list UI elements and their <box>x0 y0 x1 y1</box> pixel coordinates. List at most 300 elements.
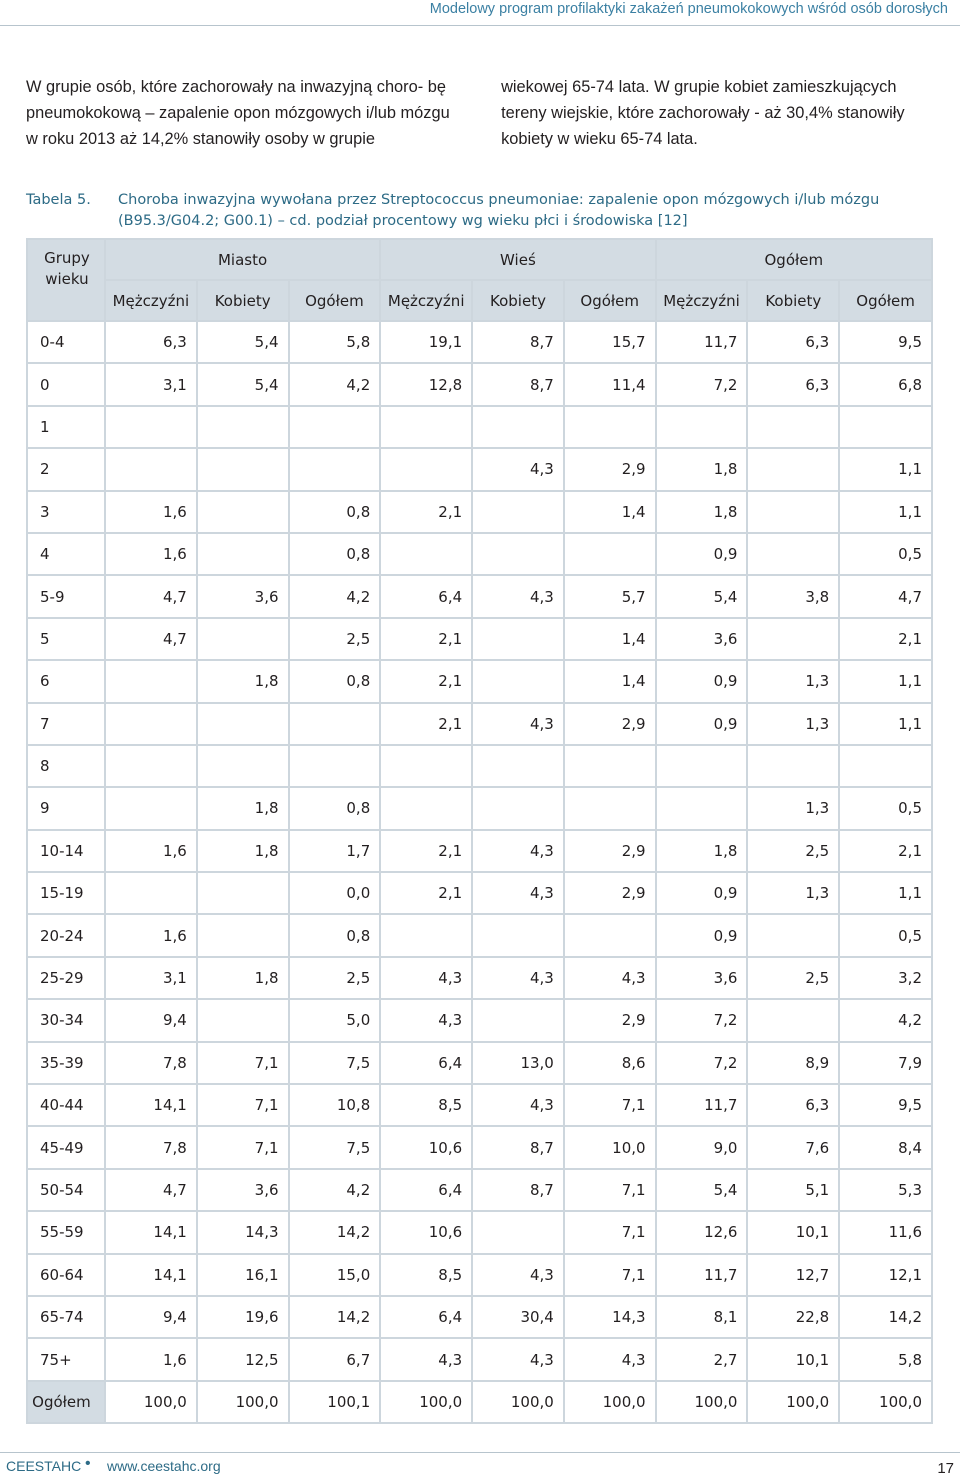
table-row <box>27 363 932 405</box>
table-cell: 12,7 <box>747 1254 839 1296</box>
row-label-cell: 50-54 <box>27 1169 105 1211</box>
table-cell: 7,2 <box>656 363 748 405</box>
table-cell <box>289 745 381 787</box>
table-group-header-row <box>27 239 932 280</box>
row-label-cell: 7 <box>27 703 105 745</box>
table-cell: 0,9 <box>656 660 748 702</box>
table-body <box>27 321 932 1423</box>
table-cell: 1,4 <box>564 618 656 660</box>
table-cell: 1,7 <box>289 830 381 872</box>
corner-header: Grupy wieku <box>27 239 105 321</box>
table-cell: 6,3 <box>105 321 197 363</box>
table-cell: 4,3 <box>472 1338 564 1380</box>
table-cell: 7,1 <box>564 1084 656 1126</box>
table-cell: 3,6 <box>197 575 289 617</box>
table-cell: 2,7 <box>656 1338 748 1380</box>
column-header: Kobiety <box>197 280 289 321</box>
table-cell: 4,2 <box>839 999 932 1041</box>
table-cell: 1,4 <box>564 660 656 702</box>
column-header: Mężczyźni <box>105 280 197 321</box>
table-cell: 1,3 <box>747 703 839 745</box>
table-cell: 1,1 <box>839 872 932 914</box>
table-cell: 5,8 <box>839 1338 932 1380</box>
table-cell: 0,9 <box>656 533 748 575</box>
table-cell: 4,3 <box>472 1254 564 1296</box>
table-row <box>27 999 932 1041</box>
table-cell: 0,9 <box>656 703 748 745</box>
table-cell: 5,7 <box>564 575 656 617</box>
table-cell: 6,4 <box>380 575 472 617</box>
table-cell: 5,3 <box>839 1169 932 1211</box>
table-cell: 2,9 <box>564 703 656 745</box>
table-cell <box>197 448 289 490</box>
table-cell: 0,8 <box>289 491 381 533</box>
table-cell: 7,5 <box>289 1042 381 1084</box>
table-cell: 5,4 <box>656 575 748 617</box>
column-header: Mężczyźni <box>656 280 748 321</box>
table-cell: 1,1 <box>839 448 932 490</box>
table-cell: 4,7 <box>105 575 197 617</box>
table-cell <box>747 491 839 533</box>
table-cell: 4,7 <box>839 575 932 617</box>
table-cell: 1,8 <box>197 660 289 702</box>
row-label-cell: 8 <box>27 745 105 787</box>
table-cell <box>380 406 472 448</box>
table-cell: 4,2 <box>289 1169 381 1211</box>
table-row <box>27 1126 932 1168</box>
table-cell: 10,1 <box>747 1338 839 1380</box>
intro-column-right: wiekowej 65-74 lata. W grupie kobiet zamieszkujących tereny wiejskie, które zachorowały - aż 30,4% stanowiły kobiety w wieku 65-74 lata. <box>501 78 905 148</box>
row-label-cell: 40-44 <box>27 1084 105 1126</box>
table-cell: 10,1 <box>747 1211 839 1253</box>
table-cell <box>747 406 839 448</box>
row-label-cell: 20-24 <box>27 914 105 956</box>
table-cell: 8,7 <box>472 321 564 363</box>
row-label-cell: 9 <box>27 787 105 829</box>
table-caption-text: Choroba inwazyjna wywołana przez Streptococcus pneumoniae: zapalenie opon mózgowych i/lub mózgu (B95.3/G04.2; G00.1) – cd. podział procentowy wg wieku płci i środowiska [12] <box>118 192 880 229</box>
table-cell: 19,6 <box>197 1296 289 1338</box>
intro-paragraph <box>26 74 936 152</box>
table-cell: 10,0 <box>564 1126 656 1168</box>
table-cell <box>197 872 289 914</box>
table-cell <box>747 533 839 575</box>
table-cell <box>197 703 289 745</box>
table-cell: 15,7 <box>564 321 656 363</box>
table-cell <box>197 406 289 448</box>
table-cell: 7,6 <box>747 1126 839 1168</box>
table-cell: 100,0 <box>747 1381 839 1423</box>
table-cell: 2,1 <box>380 618 472 660</box>
table-cell <box>105 745 197 787</box>
row-label-cell: 55-59 <box>27 1211 105 1253</box>
table-cell: 100,0 <box>105 1381 197 1423</box>
table-cell: 15,0 <box>289 1254 381 1296</box>
column-header: Mężczyźni <box>380 280 472 321</box>
group-header: Wieś <box>380 239 655 280</box>
table-cell: 0,8 <box>289 533 381 575</box>
table-cell: 6,4 <box>380 1169 472 1211</box>
table-row <box>27 1084 932 1126</box>
table-cell: 30,4 <box>472 1296 564 1338</box>
table-row <box>27 957 932 999</box>
table-cell: 4,3 <box>472 575 564 617</box>
table-cell: 1,8 <box>197 787 289 829</box>
table-cell: 1,1 <box>839 491 932 533</box>
footer-url-link[interactable]: www.ceestahc.org <box>107 1458 221 1474</box>
table-cell: 100,0 <box>197 1381 289 1423</box>
table-cell: 1,8 <box>197 957 289 999</box>
row-label-cell: 0-4 <box>27 321 105 363</box>
row-label-cell: 5 <box>27 618 105 660</box>
table-cell: 100,0 <box>656 1381 748 1423</box>
table-cell <box>747 448 839 490</box>
row-label-cell: 2 <box>27 448 105 490</box>
row-label-cell: 10-14 <box>27 830 105 872</box>
table-cell: 0,9 <box>656 872 748 914</box>
table-cell: 2,9 <box>564 999 656 1041</box>
table-cell: 4,2 <box>289 575 381 617</box>
table-cell: 7,5 <box>289 1126 381 1168</box>
table-cell: 9,4 <box>105 1296 197 1338</box>
row-label-cell: 30-34 <box>27 999 105 1041</box>
table-cell: 7,8 <box>105 1042 197 1084</box>
table-cell: 3,1 <box>105 957 197 999</box>
table-cell: 5,4 <box>197 321 289 363</box>
table-cell: 16,1 <box>197 1254 289 1296</box>
table-cell <box>472 491 564 533</box>
table-cell: 3,6 <box>197 1169 289 1211</box>
table-cell <box>105 703 197 745</box>
table-cell: 0,5 <box>839 914 932 956</box>
table-cell: 11,7 <box>656 321 748 363</box>
table-row <box>27 914 932 956</box>
table-cell: 0,9 <box>656 914 748 956</box>
table-cell: 4,3 <box>472 703 564 745</box>
row-label-cell: 45-49 <box>27 1126 105 1168</box>
table-cell: 4,3 <box>564 957 656 999</box>
table-cell: 7,1 <box>564 1254 656 1296</box>
row-label-cell: 75+ <box>27 1338 105 1380</box>
table-cell: 5,4 <box>656 1169 748 1211</box>
table-cell <box>564 745 656 787</box>
table-cell: 14,1 <box>105 1254 197 1296</box>
table-cell: 0,5 <box>839 787 932 829</box>
table-cell <box>472 745 564 787</box>
table-cell <box>564 787 656 829</box>
table-cell: 7,1 <box>197 1126 289 1168</box>
table-cell: 14,1 <box>105 1084 197 1126</box>
table-cell: 12,5 <box>197 1338 289 1380</box>
page-footer <box>0 1452 960 1479</box>
table-row <box>27 618 932 660</box>
table-caption <box>26 190 936 232</box>
table-cell: 4,2 <box>289 363 381 405</box>
table-cell: 4,3 <box>380 999 472 1041</box>
table-cell: 1,6 <box>105 830 197 872</box>
table-cell <box>105 448 197 490</box>
row-label-cell: 60-64 <box>27 1254 105 1296</box>
table-row <box>27 1254 932 1296</box>
table-cell: 1,3 <box>747 660 839 702</box>
table-cell: 19,1 <box>380 321 472 363</box>
group-header: Ogółem <box>656 239 932 280</box>
row-label-cell: 0 <box>27 363 105 405</box>
footer-brand: CEESTAHC <box>6 1458 82 1474</box>
table-cell: 1,8 <box>197 830 289 872</box>
table-cell: 2,5 <box>289 957 381 999</box>
table-cell: 7,2 <box>656 1042 748 1084</box>
table-cell: 4,3 <box>564 1338 656 1380</box>
table-cell: 2,1 <box>380 491 472 533</box>
table-cell: 100,0 <box>472 1381 564 1423</box>
table-cell <box>747 745 839 787</box>
row-label-cell: 5-9 <box>27 575 105 617</box>
table-cell <box>747 914 839 956</box>
table-cell: 6,4 <box>380 1042 472 1084</box>
table-cell: 7,1 <box>564 1211 656 1253</box>
table-cell: 8,4 <box>839 1126 932 1168</box>
table-cell: 14,3 <box>564 1296 656 1338</box>
table-cell: 2,5 <box>747 957 839 999</box>
table-cell: 2,1 <box>380 660 472 702</box>
table-cell: 3,6 <box>656 957 748 999</box>
table-cell <box>289 703 381 745</box>
table-cell: 4,3 <box>472 448 564 490</box>
table-cell <box>197 745 289 787</box>
table-row <box>27 575 932 617</box>
table-cell <box>472 406 564 448</box>
table-cell: 4,3 <box>380 957 472 999</box>
running-title: Modelowy program profilaktyki zakażeń pneumokokowych wśród osób dorosłych <box>429 1 948 17</box>
table-cell: 14,2 <box>289 1211 381 1253</box>
table-row <box>27 1296 932 1338</box>
table-cell <box>564 533 656 575</box>
table-cell: 13,0 <box>472 1042 564 1084</box>
table-cell: 1,6 <box>105 1338 197 1380</box>
table-cell <box>289 448 381 490</box>
row-label-cell: 25-29 <box>27 957 105 999</box>
table-cell: 11,4 <box>564 363 656 405</box>
group-header: Miasto <box>105 239 380 280</box>
table-cell: 4,3 <box>472 1084 564 1126</box>
table-cell <box>747 618 839 660</box>
table-cell: 0,5 <box>839 533 932 575</box>
table-cell: 9,5 <box>839 1084 932 1126</box>
table-cell: 6,3 <box>747 321 839 363</box>
table-cell: 1,6 <box>105 914 197 956</box>
table-cell <box>105 660 197 702</box>
intro-column-left: W grupie osób, które zachorowały na inwazyjną choro- bę pneumokokową – zapalenie opon mózgowych i/lub mózgu w roku 2013 aż 14,2% stanowiły osoby w grupie <box>26 78 450 148</box>
row-label-cell: Ogółem <box>27 1381 105 1423</box>
table-cell: 14,3 <box>197 1211 289 1253</box>
table-cell: 14,1 <box>105 1211 197 1253</box>
table-cell: 5,8 <box>289 321 381 363</box>
table-cell <box>472 533 564 575</box>
table-row <box>27 1381 932 1423</box>
table-cell: 10,6 <box>380 1126 472 1168</box>
row-label-cell: 6 <box>27 660 105 702</box>
table-cell: 2,5 <box>289 618 381 660</box>
table-cell: 100,0 <box>564 1381 656 1423</box>
table-cell: 2,1 <box>380 872 472 914</box>
table-cell: 100,0 <box>380 1381 472 1423</box>
table-cell: 1,4 <box>564 491 656 533</box>
column-header: Kobiety <box>472 280 564 321</box>
table-cell: 12,8 <box>380 363 472 405</box>
table-cell: 6,7 <box>289 1338 381 1380</box>
table-caption-label: Tabela 5. <box>26 192 91 208</box>
row-label-cell: 1 <box>27 406 105 448</box>
table-cell: 1,6 <box>105 491 197 533</box>
table-cell: 4,3 <box>472 872 564 914</box>
table-cell <box>105 872 197 914</box>
table-cell <box>564 914 656 956</box>
table-cell <box>289 406 381 448</box>
table-cell: 2,1 <box>839 618 932 660</box>
page-number: 17 <box>937 1460 954 1477</box>
table-row <box>27 1169 932 1211</box>
table-row <box>27 491 932 533</box>
table-cell <box>197 491 289 533</box>
table-cell <box>197 533 289 575</box>
table-cell <box>380 448 472 490</box>
table-cell: 10,8 <box>289 1084 381 1126</box>
table-cell: 1,8 <box>656 448 748 490</box>
table-cell: 8,7 <box>472 363 564 405</box>
table-cell: 7,1 <box>197 1042 289 1084</box>
table-cell: 12,1 <box>839 1254 932 1296</box>
table-cell: 3,6 <box>656 618 748 660</box>
table-sub-header-row <box>27 280 932 321</box>
table-cell <box>380 745 472 787</box>
table-cell: 10,6 <box>380 1211 472 1253</box>
table-row <box>27 406 932 448</box>
table-cell: 2,9 <box>564 830 656 872</box>
table-row <box>27 787 932 829</box>
row-label-cell: 15-19 <box>27 872 105 914</box>
table-row <box>27 448 932 490</box>
table-cell <box>656 787 748 829</box>
table-cell: 4,7 <box>105 618 197 660</box>
table-cell: 8,7 <box>472 1126 564 1168</box>
table-cell: 1,8 <box>656 830 748 872</box>
table-cell: 11,6 <box>839 1211 932 1253</box>
table-cell <box>472 999 564 1041</box>
table-row <box>27 1338 932 1380</box>
table-cell <box>656 745 748 787</box>
table-cell: 7,8 <box>105 1126 197 1168</box>
table-cell: 8,5 <box>380 1084 472 1126</box>
table-row <box>27 660 932 702</box>
table-row <box>27 872 932 914</box>
table-cell: 7,9 <box>839 1042 932 1084</box>
row-label-cell: 3 <box>27 491 105 533</box>
table-cell: 7,1 <box>197 1084 289 1126</box>
row-label-cell: 35-39 <box>27 1042 105 1084</box>
table-cell: 4,7 <box>105 1169 197 1211</box>
table-cell: 9,4 <box>105 999 197 1041</box>
table-cell: 6,4 <box>380 1296 472 1338</box>
table-row <box>27 321 932 363</box>
table-cell: 6,8 <box>839 363 932 405</box>
table-cell: 0,8 <box>289 660 381 702</box>
row-label-cell: 4 <box>27 533 105 575</box>
table-cell: 1,3 <box>747 872 839 914</box>
table-cell: 3,8 <box>747 575 839 617</box>
table-cell: 22,8 <box>747 1296 839 1338</box>
table-cell: 5,4 <box>197 363 289 405</box>
table-cell: 4,3 <box>472 957 564 999</box>
table-cell: 0,8 <box>289 914 381 956</box>
table-cell: 8,6 <box>564 1042 656 1084</box>
table-cell: 11,7 <box>656 1254 748 1296</box>
table-cell: 3,1 <box>105 363 197 405</box>
table-cell <box>197 618 289 660</box>
table-cell: 6,3 <box>747 1084 839 1126</box>
table-cell <box>197 914 289 956</box>
table-cell: 7,1 <box>564 1169 656 1211</box>
table-cell <box>472 1211 564 1253</box>
table-cell <box>472 618 564 660</box>
table-cell: 8,9 <box>747 1042 839 1084</box>
table-cell <box>105 406 197 448</box>
table-row <box>27 1042 932 1084</box>
table-cell <box>472 787 564 829</box>
table-cell <box>380 787 472 829</box>
table-cell: 6,3 <box>747 363 839 405</box>
column-header: Ogółem <box>289 280 381 321</box>
table-cell: 5,1 <box>747 1169 839 1211</box>
data-table <box>26 238 933 1424</box>
table-cell <box>380 533 472 575</box>
table-cell <box>380 914 472 956</box>
table-row <box>27 830 932 872</box>
table-cell: 2,9 <box>564 872 656 914</box>
table-cell: 2,9 <box>564 448 656 490</box>
table-cell: 4,3 <box>472 830 564 872</box>
table-cell: 3,2 <box>839 957 932 999</box>
table-cell: 1,1 <box>839 703 932 745</box>
table-cell: 12,6 <box>656 1211 748 1253</box>
table-cell <box>656 406 748 448</box>
table-cell: 14,2 <box>289 1296 381 1338</box>
table-cell <box>197 999 289 1041</box>
table-cell: 9,0 <box>656 1126 748 1168</box>
table-row <box>27 703 932 745</box>
column-header: Ogółem <box>564 280 656 321</box>
table-cell: 14,2 <box>839 1296 932 1338</box>
table-cell: 0,8 <box>289 787 381 829</box>
table-cell <box>839 745 932 787</box>
table-cell <box>472 660 564 702</box>
table-cell <box>564 406 656 448</box>
table-cell: 7,2 <box>656 999 748 1041</box>
table-cell: 2,5 <box>747 830 839 872</box>
table-cell: 9,5 <box>839 321 932 363</box>
table-cell: 8,5 <box>380 1254 472 1296</box>
table-cell: 100,0 <box>839 1381 932 1423</box>
row-label-cell: 65-74 <box>27 1296 105 1338</box>
table-cell: 100,1 <box>289 1381 381 1423</box>
table-cell: 8,7 <box>472 1169 564 1211</box>
table-cell: 1,8 <box>656 491 748 533</box>
bullet-icon: • <box>85 1455 91 1472</box>
table-cell: 1,3 <box>747 787 839 829</box>
table-cell: 5,0 <box>289 999 381 1041</box>
table-cell <box>747 999 839 1041</box>
table-cell <box>105 787 197 829</box>
table-row <box>27 745 932 787</box>
